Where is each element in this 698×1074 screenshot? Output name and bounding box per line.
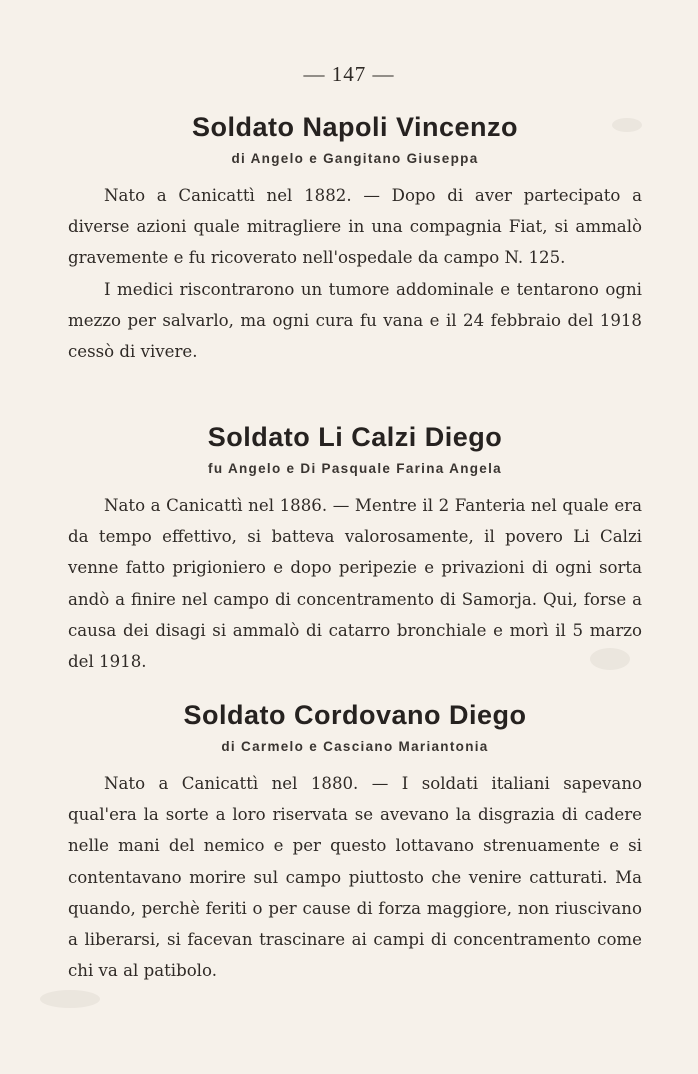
entry-paragraph: Nato a Canicattì nel 1880. — I soldati italiani sapevano qual'era la sorte a loro riservata se avevano la disgrazia di cadere nelle mani del nemico e per questo lottavano strenuamente e si contentavano morire sul campo piuttosto che venire catturati. Ma quando, perchè feriti o per cause di forza maggiore, non riuscivano a liberarsi, si facevan trascinare ai campi di concentramento come chi va al patibolo.: [68, 774, 642, 981]
entry-title: Soldato Li Calzi Diego: [207, 422, 503, 452]
paper-speckle: [590, 648, 630, 670]
entry-paragraph: I medici riscontrarono un tumore addominale e tentarono ogni mezzo per salvarlo, ma ogni cura fu vana e il 24 febbraio del 1918 cessò di vivere.: [68, 279, 642, 362]
paper-speckle: [40, 990, 100, 1008]
entry-cordovano-diego: [68, 698, 642, 986]
entry-napoli-vincenzo: [68, 110, 642, 367]
paper-speckle: [612, 118, 642, 132]
entry-title: Soldato Napoli Vincenzo: [191, 112, 519, 142]
entry-body: [68, 768, 642, 986]
entry-body: [68, 180, 642, 367]
entry-body: [68, 490, 642, 677]
page-number: — 147 —: [303, 62, 395, 86]
entry-paragraph: Nato a Canicattì nel 1886. — Mentre il 2 Fanteria nel quale era da tempo effettivo, si batteva valorosamente, il povero Li Calzi venne fatto prigioniero e dopo peripezie e privazioni di ogni sorta andò a finire nel campo di concentramento di Samorja. Qui, forse a causa dei disagi si ammalò di catarro bronchiale e morì il 5 marzo del 1918.: [68, 496, 642, 672]
entry-title: Soldato Cordovano Diego: [183, 700, 527, 730]
entry-li-calzi-diego: [68, 420, 642, 677]
entry-parents: di Angelo e Gangitano Giuseppa: [231, 151, 479, 166]
entry-paragraph: Nato a Canicattì nel 1882. — Dopo di aver partecipato a diverse azioni quale mitragliere in una compagnia Fiat, si ammalò gravemente e fu ricoverato nell'ospedale da campo N. 125.: [68, 186, 642, 268]
entry-parents: fu Angelo e Di Pasquale Farina Angela: [208, 461, 502, 476]
entry-parents: di Carmelo e Casciano Mariantonia: [221, 739, 489, 754]
